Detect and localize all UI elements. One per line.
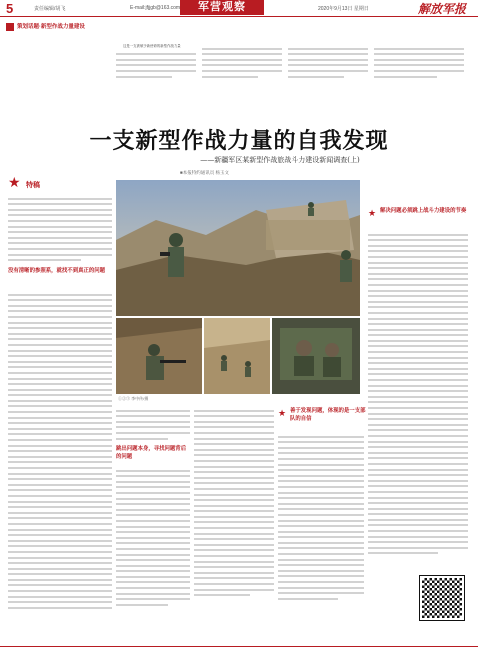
contact-email: E-mail:jfjjgb@163.com bbox=[130, 5, 181, 11]
qr-code[interactable] bbox=[420, 576, 464, 620]
left-column-body-2 bbox=[8, 290, 112, 610]
training-scene-image bbox=[116, 180, 360, 316]
masthead-logo: 解放军报 bbox=[418, 2, 467, 16]
headline: 一支新型作战力量的自我发现 bbox=[89, 129, 389, 154]
photo-soldier bbox=[116, 318, 202, 394]
right-column-body bbox=[368, 230, 468, 570]
intro-column-3 bbox=[288, 44, 368, 82]
mid-subheading-1: 跳出问题本身，寻找问题背后的问题 bbox=[116, 446, 187, 460]
star-icon-right: ★ bbox=[368, 209, 377, 219]
intro-column-2 bbox=[202, 44, 282, 82]
special-label: 特稿 bbox=[26, 182, 40, 189]
star-icon-small: ★ bbox=[278, 409, 287, 419]
mid-subheading-2: 善于发现问题，体现的是一支部队的自信 bbox=[290, 408, 366, 422]
section-title: 军营观察 bbox=[198, 1, 246, 13]
star-icon: ★ bbox=[8, 175, 21, 191]
left-column-body-1 bbox=[8, 194, 112, 264]
intro-column-1 bbox=[116, 44, 196, 82]
desert-troops-image bbox=[204, 318, 270, 394]
intro-opening: 这是一支被赋予新使命的新型作战力量 bbox=[123, 44, 181, 48]
soldier-firing-image bbox=[116, 318, 202, 394]
photo-caption: ①②③ 李中传/摄 bbox=[118, 396, 149, 401]
footer-rule bbox=[0, 646, 478, 647]
page-header bbox=[0, 0, 478, 16]
subtitle: ——新疆军区某新型作战旅战斗力建设新闻调查(上) bbox=[200, 156, 360, 164]
topic-tag-marker bbox=[6, 23, 14, 31]
page-number: 5 bbox=[6, 1, 14, 16]
main-photo bbox=[116, 180, 360, 316]
left-subheading: 没有清晰的参照系，就找不到真正的问题 bbox=[8, 268, 106, 274]
topic-tag: 策划话题·新型作战力量建设 bbox=[17, 24, 85, 30]
byline: ■本报特约通讯员 杨玉文 bbox=[180, 170, 229, 175]
right-subheading: 解决问题必须跳上战斗力建设的节奏 bbox=[380, 208, 467, 214]
mid-column-2-body bbox=[194, 406, 274, 610]
header-rule bbox=[0, 16, 478, 17]
intro-column-4 bbox=[374, 44, 464, 82]
mid-column-1-body-1 bbox=[116, 406, 190, 442]
photo-desert bbox=[204, 318, 270, 394]
mid-column-3-body bbox=[278, 432, 364, 610]
editor-credit: 责任编辑/胡飞 bbox=[34, 6, 66, 12]
crew-in-vehicle-image bbox=[272, 318, 360, 394]
issue-date: 2020年9月13日 星期日 bbox=[318, 6, 369, 12]
mid-column-1-body-2 bbox=[116, 466, 190, 610]
photo-vehicle bbox=[272, 318, 360, 394]
